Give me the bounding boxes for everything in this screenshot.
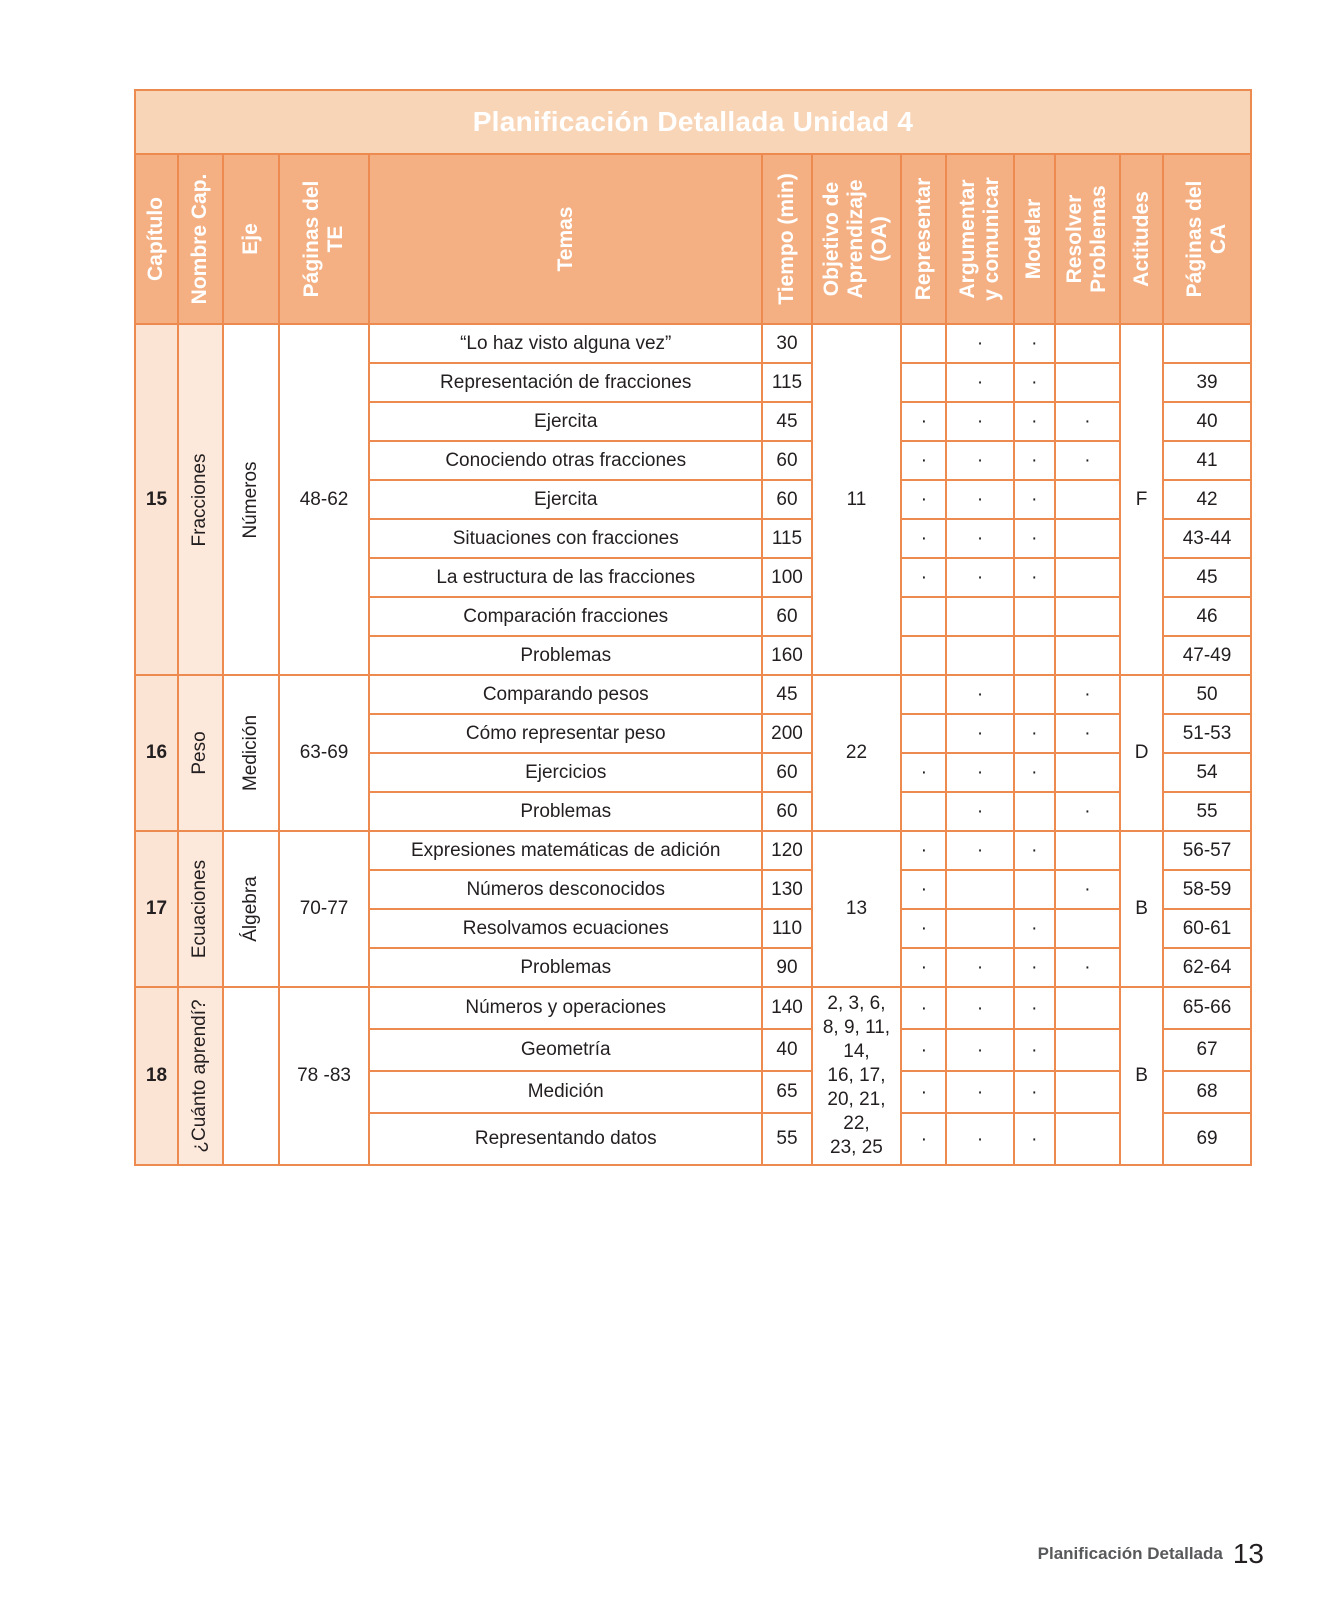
table-row xyxy=(135,324,1251,363)
ca-pages-cell: 58-59 xyxy=(1163,870,1251,909)
skill-mark-res xyxy=(1055,480,1120,519)
skill-mark-rep: · xyxy=(901,480,946,519)
skill-mark-mod: · xyxy=(1014,831,1055,870)
topic-cell: Comparando pesos xyxy=(369,675,762,714)
skill-mark-rep: · xyxy=(901,402,946,441)
skill-mark-mod: · xyxy=(1014,1113,1055,1165)
skill-mark-rep: · xyxy=(901,1071,946,1113)
ca-pages-cell xyxy=(1163,324,1251,363)
ca-pages-cell: 69 xyxy=(1163,1113,1251,1165)
page-title: Planificación Detallada Unidad 4 xyxy=(135,90,1251,154)
ca-pages-cell: 60-61 xyxy=(1163,909,1251,948)
skill-mark-mod: · xyxy=(1014,441,1055,480)
ca-pages-cell: 56-57 xyxy=(1163,831,1251,870)
table-row xyxy=(135,987,1251,1029)
footer-label: Planificación Detallada xyxy=(1037,1544,1223,1563)
time-cell: 60 xyxy=(762,792,811,831)
skill-mark-mod: · xyxy=(1014,714,1055,753)
chapter-name: ¿Cuánto aprendí? xyxy=(178,987,223,1165)
ca-pages-cell: 51-53 xyxy=(1163,714,1251,753)
skill-mark-arg: · xyxy=(946,441,1013,480)
chapter-axis: Medición xyxy=(223,675,279,831)
skill-mark-res xyxy=(1055,753,1120,792)
skill-mark-res: · xyxy=(1055,792,1120,831)
skill-mark-rep: · xyxy=(901,519,946,558)
ca-pages-cell: 42 xyxy=(1163,480,1251,519)
skill-mark-arg: · xyxy=(946,519,1013,558)
oa-cell: 13 xyxy=(812,831,902,987)
time-cell: 60 xyxy=(762,597,811,636)
skill-mark-mod: · xyxy=(1014,363,1055,402)
planning-table xyxy=(134,89,1252,1166)
time-cell: 120 xyxy=(762,831,811,870)
ca-pages-cell: 45 xyxy=(1163,558,1251,597)
skill-mark-mod: · xyxy=(1014,753,1055,792)
chapter-axis xyxy=(223,987,279,1165)
skill-mark-arg xyxy=(946,597,1013,636)
skill-mark-arg: · xyxy=(946,363,1013,402)
chapter-number: 15 xyxy=(135,324,178,675)
skill-mark-rep: · xyxy=(901,987,946,1029)
topic-cell: Comparación fracciones xyxy=(369,597,762,636)
ca-pages-cell: 41 xyxy=(1163,441,1251,480)
skill-mark-res xyxy=(1055,519,1120,558)
oa-cell: 22 xyxy=(812,675,902,831)
time-cell: 45 xyxy=(762,675,811,714)
skill-mark-mod: · xyxy=(1014,909,1055,948)
skill-mark-mod: · xyxy=(1014,1029,1055,1071)
skill-mark-res: · xyxy=(1055,675,1120,714)
time-cell: 200 xyxy=(762,714,811,753)
time-cell: 55 xyxy=(762,1113,811,1165)
skill-mark-mod xyxy=(1014,597,1055,636)
page-number: 13 xyxy=(1232,1538,1264,1569)
skill-mark-res: · xyxy=(1055,948,1120,987)
skill-mark-mod: · xyxy=(1014,987,1055,1029)
skill-mark-res xyxy=(1055,1029,1120,1071)
topic-cell: Números desconocidos xyxy=(369,870,762,909)
skill-mark-arg: · xyxy=(946,948,1013,987)
topic-cell: Geometría xyxy=(369,1029,762,1071)
ca-pages-cell: 40 xyxy=(1163,402,1251,441)
skill-mark-res xyxy=(1055,1113,1120,1165)
skill-mark-res: · xyxy=(1055,714,1120,753)
chapter-axis: Números xyxy=(223,324,279,675)
time-cell: 115 xyxy=(762,363,811,402)
skill-mark-mod xyxy=(1014,675,1055,714)
skill-mark-mod: · xyxy=(1014,948,1055,987)
skill-mark-arg xyxy=(946,909,1013,948)
topic-cell: “Lo haz visto alguna vez” xyxy=(369,324,762,363)
skill-mark-rep: · xyxy=(901,831,946,870)
time-cell: 100 xyxy=(762,558,811,597)
skill-mark-rep xyxy=(901,714,946,753)
header-resolver: Resolver Problemas xyxy=(1055,154,1120,324)
topic-cell: Representación de fracciones xyxy=(369,363,762,402)
header-paginas-te: Páginas del TE xyxy=(279,154,369,324)
topic-cell: Situaciones con fracciones xyxy=(369,519,762,558)
skill-mark-arg: · xyxy=(946,675,1013,714)
topic-cell: Representando datos xyxy=(369,1113,762,1165)
skill-mark-arg: · xyxy=(946,753,1013,792)
header-modelar: Modelar xyxy=(1014,154,1055,324)
topic-cell: Ejercita xyxy=(369,402,762,441)
skill-mark-res xyxy=(1055,909,1120,948)
chapter-number: 17 xyxy=(135,831,178,987)
skill-mark-rep xyxy=(901,792,946,831)
skill-mark-rep: · xyxy=(901,558,946,597)
skill-mark-mod: · xyxy=(1014,480,1055,519)
skill-mark-mod: · xyxy=(1014,519,1055,558)
attitude-cell: B xyxy=(1120,987,1163,1165)
skill-mark-res xyxy=(1055,831,1120,870)
skill-mark-res xyxy=(1055,597,1120,636)
te-pages: 70-77 xyxy=(279,831,369,987)
skill-mark-res xyxy=(1055,987,1120,1029)
skill-mark-rep: · xyxy=(901,948,946,987)
skill-mark-rep: · xyxy=(901,909,946,948)
skill-mark-res xyxy=(1055,558,1120,597)
header-temas: Temas xyxy=(369,154,762,324)
skill-mark-res: · xyxy=(1055,870,1120,909)
skill-mark-arg: · xyxy=(946,402,1013,441)
skill-mark-res xyxy=(1055,1071,1120,1113)
skill-mark-rep xyxy=(901,597,946,636)
ca-pages-cell: 50 xyxy=(1163,675,1251,714)
ca-pages-cell: 39 xyxy=(1163,363,1251,402)
ca-pages-cell: 54 xyxy=(1163,753,1251,792)
header-eje: Eje xyxy=(223,154,279,324)
skill-mark-mod: · xyxy=(1014,324,1055,363)
oa-cell: 2, 3, 6, 8, 9, 11, 14, 16, 17, 20, 21, 22, 23, 25 xyxy=(812,987,902,1165)
ca-pages-cell: 47-49 xyxy=(1163,636,1251,675)
topic-cell: Problemas xyxy=(369,636,762,675)
topic-cell: Cómo representar peso xyxy=(369,714,762,753)
ca-pages-cell: 65-66 xyxy=(1163,987,1251,1029)
skill-mark-arg: · xyxy=(946,1113,1013,1165)
te-pages: 48-62 xyxy=(279,324,369,675)
chapter-number: 16 xyxy=(135,675,178,831)
skill-mark-mod xyxy=(1014,636,1055,675)
skill-mark-rep xyxy=(901,324,946,363)
chapter-name: Fracciones xyxy=(178,324,223,675)
skill-mark-arg: · xyxy=(946,792,1013,831)
topic-cell: Resolvamos ecuaciones xyxy=(369,909,762,948)
header-representar: Representar xyxy=(901,154,946,324)
time-cell: 65 xyxy=(762,1071,811,1113)
skill-mark-arg xyxy=(946,636,1013,675)
chapter-name: Ecuaciones xyxy=(178,831,223,987)
topic-cell: Ejercita xyxy=(369,480,762,519)
header-argumentar: Argumentar y comunicar xyxy=(946,154,1013,324)
ca-pages-cell: 55 xyxy=(1163,792,1251,831)
header-tiempo: Tiempo (min) xyxy=(762,154,811,324)
ca-pages-cell: 67 xyxy=(1163,1029,1251,1071)
header-paginas-ca: Páginas del CA xyxy=(1163,154,1251,324)
topic-cell: Expresiones matemáticas de adición xyxy=(369,831,762,870)
topic-cell: Problemas xyxy=(369,792,762,831)
time-cell: 90 xyxy=(762,948,811,987)
chapter-name: Peso xyxy=(178,675,223,831)
time-cell: 160 xyxy=(762,636,811,675)
attitude-cell: F xyxy=(1120,324,1163,675)
ca-pages-cell: 62-64 xyxy=(1163,948,1251,987)
te-pages: 78 -83 xyxy=(279,987,369,1165)
skill-mark-res xyxy=(1055,636,1120,675)
skill-mark-arg: · xyxy=(946,987,1013,1029)
skill-mark-arg: · xyxy=(946,324,1013,363)
skill-mark-arg: · xyxy=(946,480,1013,519)
time-cell: 115 xyxy=(762,519,811,558)
skill-mark-res xyxy=(1055,363,1120,402)
topic-cell: Conociendo otras fracciones xyxy=(369,441,762,480)
te-pages: 63-69 xyxy=(279,675,369,831)
ca-pages-cell: 43-44 xyxy=(1163,519,1251,558)
skill-mark-rep: · xyxy=(901,870,946,909)
skill-mark-arg xyxy=(946,870,1013,909)
topic-cell: Medición xyxy=(369,1071,762,1113)
attitude-cell: D xyxy=(1120,675,1163,831)
skill-mark-rep xyxy=(901,675,946,714)
chapter-axis: Álgebra xyxy=(223,831,279,987)
table-row xyxy=(135,675,1251,714)
table-row xyxy=(135,831,1251,870)
skill-mark-mod: · xyxy=(1014,558,1055,597)
skill-mark-mod: · xyxy=(1014,1071,1055,1113)
skill-mark-rep: · xyxy=(901,441,946,480)
time-cell: 40 xyxy=(762,1029,811,1071)
time-cell: 110 xyxy=(762,909,811,948)
attitude-cell: B xyxy=(1120,831,1163,987)
skill-mark-res xyxy=(1055,324,1120,363)
ca-pages-cell: 46 xyxy=(1163,597,1251,636)
time-cell: 130 xyxy=(762,870,811,909)
oa-cell: 11 xyxy=(812,324,902,675)
time-cell: 60 xyxy=(762,753,811,792)
time-cell: 60 xyxy=(762,441,811,480)
skill-mark-arg: · xyxy=(946,558,1013,597)
topic-cell: Números y operaciones xyxy=(369,987,762,1029)
skill-mark-rep xyxy=(901,636,946,675)
topic-cell: Ejercicios xyxy=(369,753,762,792)
time-cell: 45 xyxy=(762,402,811,441)
skill-mark-mod xyxy=(1014,792,1055,831)
header-actitudes: Actitudes xyxy=(1120,154,1163,324)
topic-cell: La estructura de las fracciones xyxy=(369,558,762,597)
page-footer xyxy=(1038,1538,1264,1570)
skill-mark-arg: · xyxy=(946,714,1013,753)
header-capitulo: Capítulo xyxy=(135,154,178,324)
skill-mark-rep: · xyxy=(901,1029,946,1071)
header-oa: Objetivo de Aprendizaje (OA) xyxy=(812,154,902,324)
skill-mark-res: · xyxy=(1055,402,1120,441)
skill-mark-arg: · xyxy=(946,831,1013,870)
skill-mark-res: · xyxy=(1055,441,1120,480)
time-cell: 30 xyxy=(762,324,811,363)
skill-mark-arg: · xyxy=(946,1029,1013,1071)
skill-mark-mod: · xyxy=(1014,402,1055,441)
skill-mark-mod xyxy=(1014,870,1055,909)
time-cell: 60 xyxy=(762,480,811,519)
topic-cell: Problemas xyxy=(369,948,762,987)
skill-mark-rep xyxy=(901,363,946,402)
time-cell: 140 xyxy=(762,987,811,1029)
skill-mark-arg: · xyxy=(946,1071,1013,1113)
header-nombre: Nombre Cap. xyxy=(178,154,223,324)
skill-mark-rep: · xyxy=(901,753,946,792)
skill-mark-rep: · xyxy=(901,1113,946,1165)
chapter-number: 18 xyxy=(135,987,178,1165)
ca-pages-cell: 68 xyxy=(1163,1071,1251,1113)
